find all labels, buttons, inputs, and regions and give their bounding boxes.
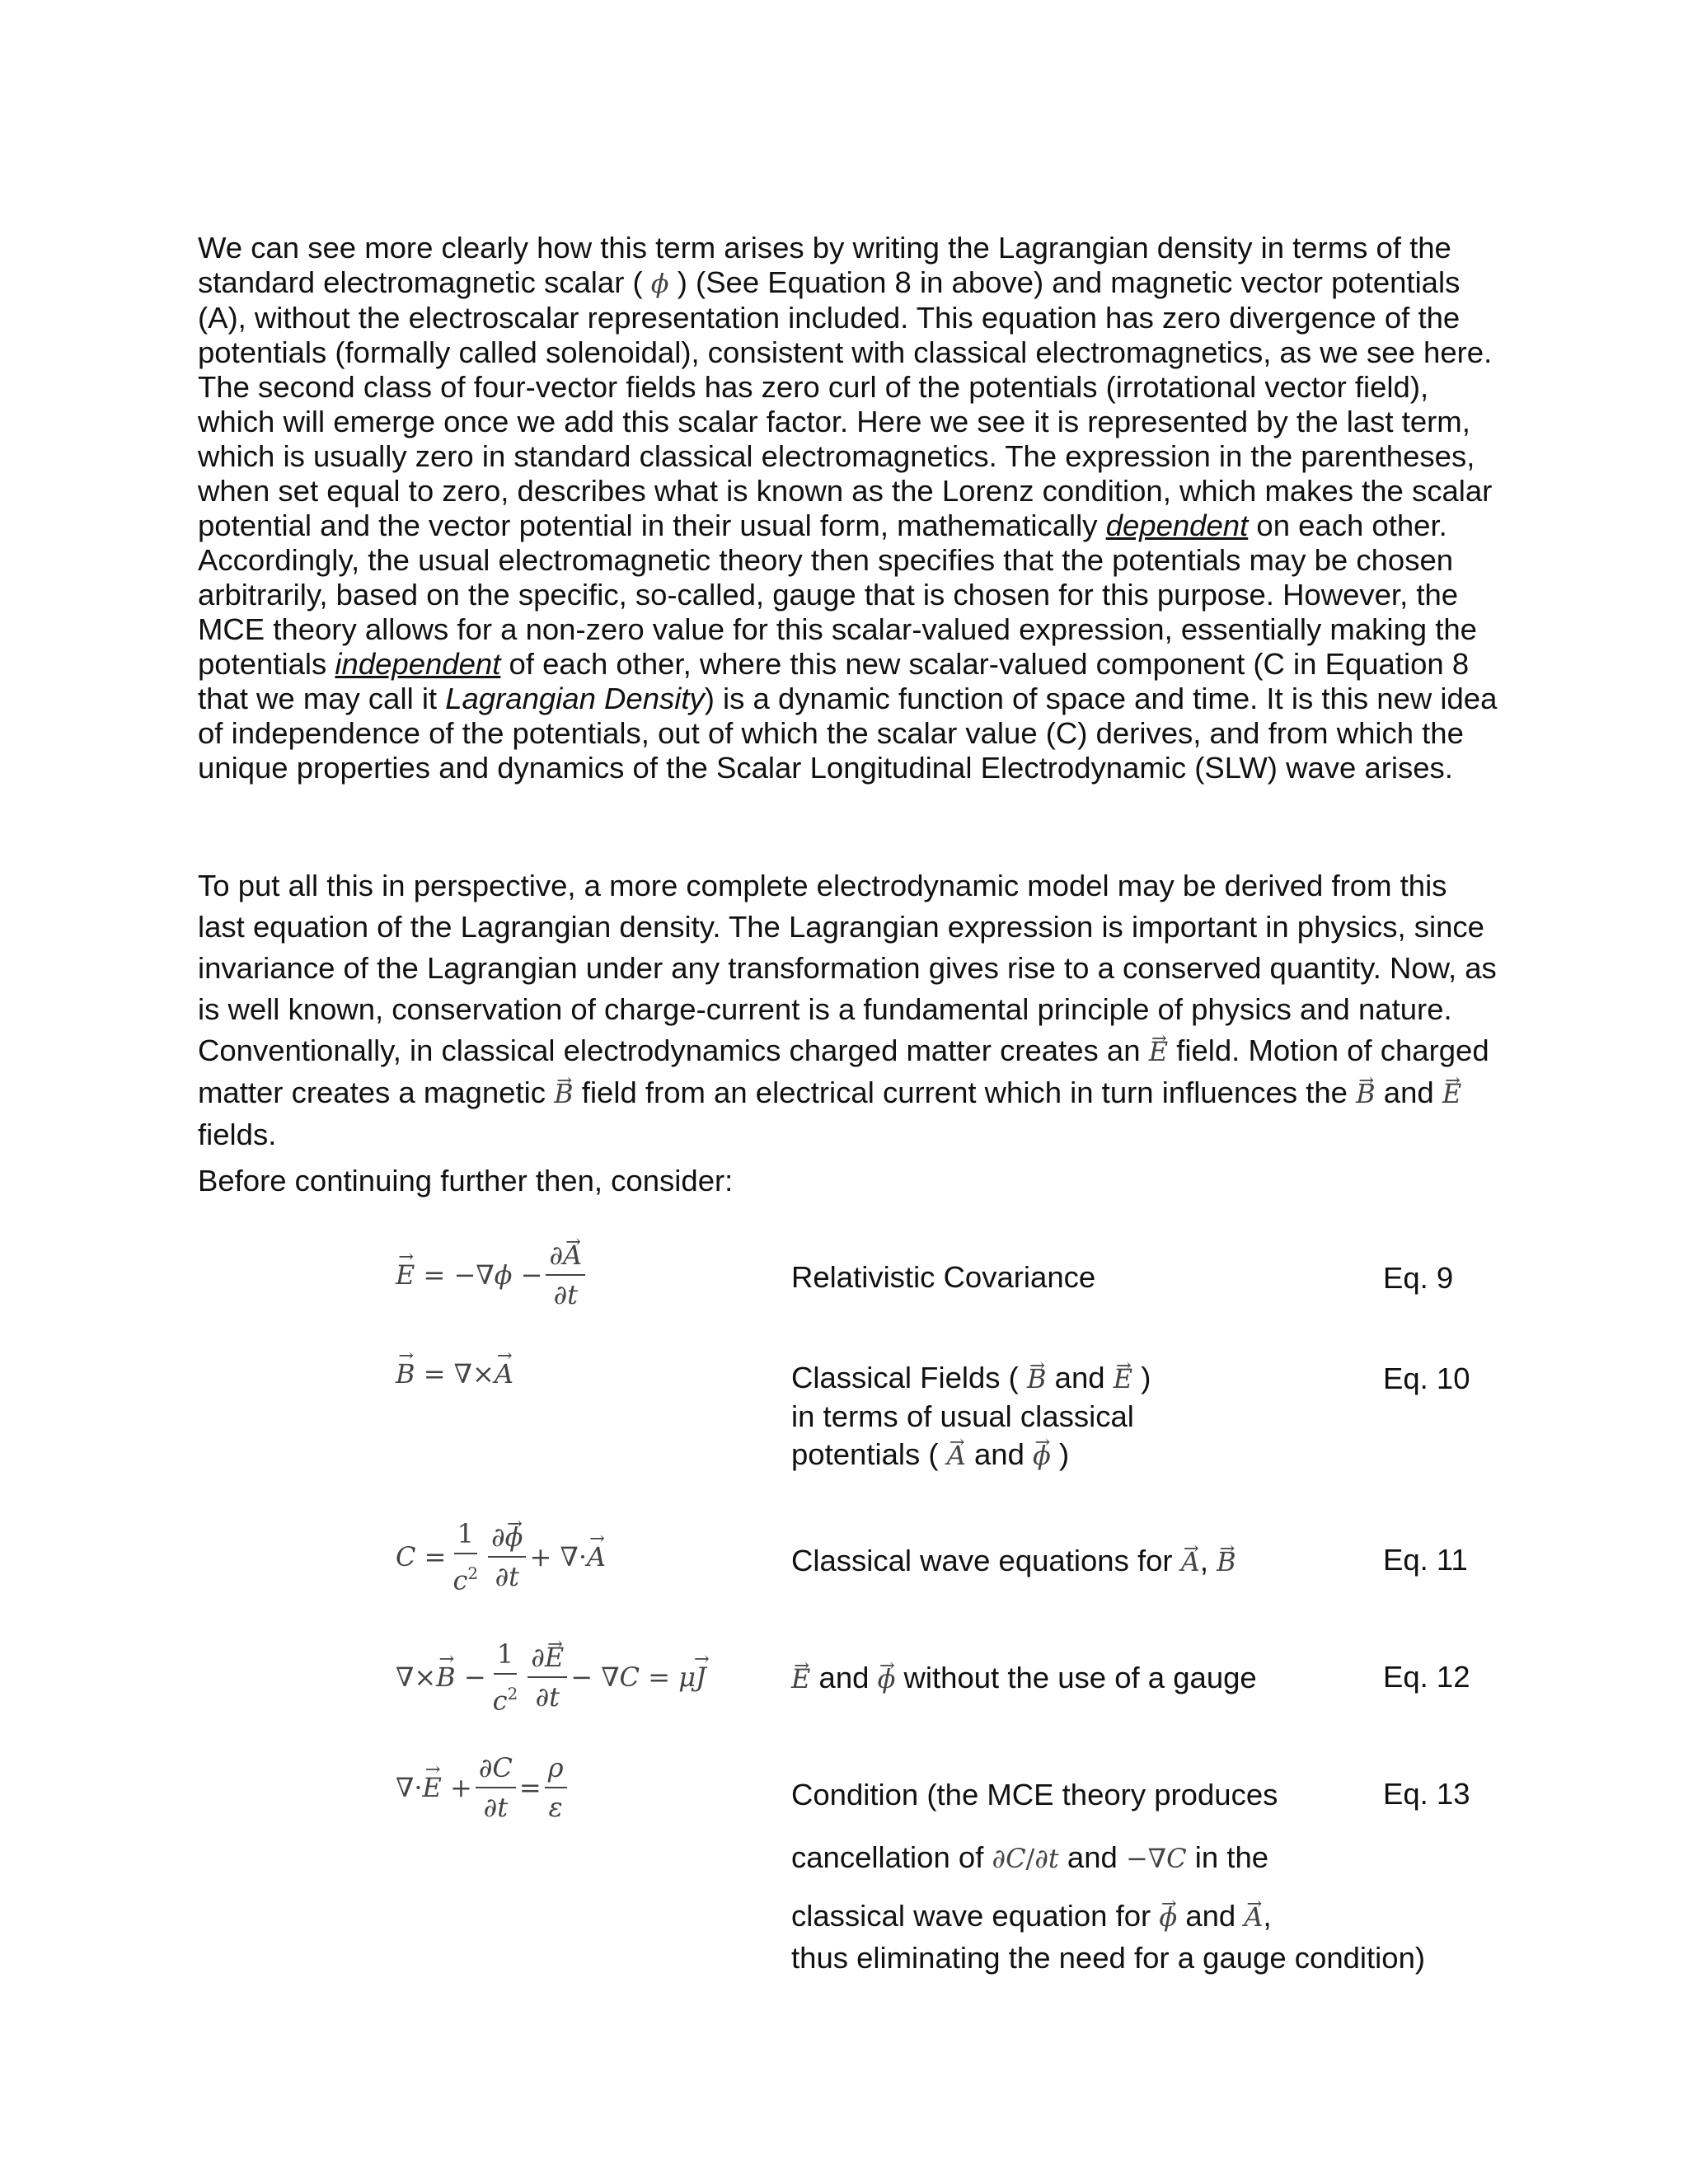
text-run: and [1054,1361,1105,1394]
text-run: Classical wave equations for [791,1544,1173,1577]
t-symbol: t [1048,1843,1059,1874]
text-run: on each other. Accordingly, the usual electromagnetic theory then specifies that the potentials may be chosen arbitrarily, based on the specific, so-called, gauge that is chosen for this purpose. However, the MCE theory allows for a non-zero value for this scalar-valued expression, essentially making the potentials [198,509,1477,681]
equation-10-description [791,1357,1467,1477]
text-run: Relativistic Covariance [791,1260,1096,1294]
vector-e-symbol: → E [1114,1357,1132,1400]
phi-symbol: ϕ [494,1259,513,1291]
text-run: Classical Fields ( [791,1361,1019,1394]
fraction: $\frac{\rho}{\varepsilon}$ [545,1749,567,1826]
t-symbol: t [567,1279,578,1310]
text-run: field from an electrical current which in turn influences the [581,1076,1348,1109]
partial-symbol: ∂ [495,1561,509,1593]
partial-symbol: ∂ [549,1240,564,1271]
fraction [488,1518,526,1596]
vector-phi-symbol: → ϕ [1033,1434,1051,1477]
vector-phi-symbol: → ϕ [1159,1892,1177,1942]
text-run: and [818,1661,870,1694]
text-run: field. Motion of charged matter creates a magnetic [198,1033,1489,1109]
vector-a-symbol: → A [1244,1892,1263,1942]
text-run: in terms of usual classical [791,1399,1134,1433]
text-run: , [1199,1544,1208,1577]
equation-10-formula: → B = ∇× → A [396,1358,513,1390]
vector-e-symbol: → E [1442,1073,1461,1114]
text-run: of each other, where this new scalar-valued component (C in Equation 8 that we may call it [198,647,1470,715]
fraction: $\frac{1}{c^2}$ [449,1515,481,1599]
text-run: and [1067,1840,1118,1874]
text-run: To put all this in perspective, a more complete electrodynamic model may be derived from this last equation of the Lagrangian density. The Lagrangian expression is important in physics, since invariance of the Lagrangian under any transformation gives rise to a conserved quantity. Now, as is well known, conservation of charge-current is a fundamental principle of physics and nature. Conventionally, in classical electrodynamics charged matter creates an [198,869,1497,1067]
partial-symbol: ∂ [535,1681,550,1713]
text-run: thus eliminating the need for a gauge condition) [791,1941,1426,1975]
equation-9-formula: → E = −∇ ϕ − $\frac{\partial\to A}{\partial t}$ [396,1236,588,1314]
equation-12-number: Eq. 12 [1383,1660,1470,1694]
t-symbol: t [509,1561,519,1593]
vector-e-symbol: → E [396,1259,415,1291]
vector-a-symbol: → A [947,1434,966,1477]
text-run: and [1383,1076,1434,1109]
equation-13-formula: ∇· → E + $\frac{\partial C}{\partial t}$ = $\frac{\rho}{\varepsilon}$ [396,1749,570,1826]
text-run: ) is a dynamic function of space and time. It is this new idea of independence of the potentials, out of which the scalar value (C) derives, and from which the unique properties and dynamics of the Scalar Longitudinal Electrodynamic (SLW) wave arises. [198,682,1498,785]
text-run: without the use of a gauge [903,1661,1257,1694]
vector-e-symbol: → E [1149,1031,1168,1072]
vector-a-symbol: → A [1181,1540,1200,1583]
fraction: $\frac{1}{c^2}$ [490,1635,522,1719]
fraction [528,1638,567,1716]
equation-11-formula: C = $\frac{1}{c^2}$ $\frac{\partial\to \phi}{\partial t}$ + ∇· → A [396,1515,606,1599]
paragraph-perspective [198,865,1500,1155]
text-run: ) [1059,1437,1070,1471]
c-symbol: C [1006,1843,1026,1874]
vector-phi-symbol: → ϕ [505,1518,523,1556]
vector-b-symbol: → B [436,1661,456,1693]
phi-symbol: ϕ [650,268,669,299]
partial-symbol: ∂ [491,1521,505,1554]
text-run: in the [1194,1840,1269,1874]
partial-symbol: ∂ [531,1642,545,1674]
equation-11-number: Eq. 11 [1383,1543,1468,1577]
emphasis-lagrangian-density: Lagrangian Density [445,682,705,715]
partial-symbol: ∂ [1034,1843,1048,1874]
equation-13-description: Condition (the MCE theory produces cancellation of ∂C/∂t and −∇C in the classical wave equation for → ϕ and → A, thus eliminating the need for a gauge condition) [791,1770,1467,1975]
vector-j-symbol: → J [696,1661,706,1693]
vector-e-symbol: → E [545,1638,564,1676]
text-run: , [1263,1899,1272,1933]
text-run: fields. [198,1118,277,1151]
fraction [546,1236,585,1314]
equation-12-description [791,1657,1467,1700]
text-run: cancellation of [791,1840,984,1874]
text-run: Condition (the MCE theory produces [791,1778,1278,1811]
text-run: potentials ( [791,1437,939,1471]
paragraph-lagrangian-density [198,231,1500,785]
c-symbol: C [396,1541,416,1573]
partial-symbol: ∂ [553,1279,568,1310]
vector-b-symbol: → B [1217,1540,1236,1583]
text-run: We can see more clearly how this term arises by writing the Lagrangian density in terms of the standard electromagnetic scalar ( [198,231,1451,299]
fraction [476,1749,516,1826]
vector-b-symbol: → B [396,1358,415,1390]
equation-12-formula: ∇× → B − $\frac{1}{c^2}$ $\frac{\partial\to E}{\partial t}$ − ∇ C = μ → J [396,1635,706,1719]
partial-symbol: ∂ [478,1752,493,1783]
c-symbol: C [492,1752,513,1783]
text-run: and [1185,1899,1236,1933]
vector-a-symbol: → A [495,1358,513,1390]
vector-a-symbol: → A [587,1541,606,1572]
text-run: ) [1141,1361,1151,1394]
vector-e-symbol: → E [791,1657,810,1700]
text-run: classical wave equation for [791,1899,1151,1933]
emphasis-independent: independent [335,647,501,681]
vector-b-symbol: → B [1356,1073,1376,1114]
text-run: and [973,1437,1025,1471]
equation-11-description [791,1540,1467,1583]
vector-phi-symbol: → ϕ [878,1657,896,1700]
vector-b-symbol: → B [1027,1357,1047,1400]
c-symbol: C [619,1661,640,1694]
emphasis-dependent: dependent [1105,509,1249,542]
equation-13-number: Eq. 13 [1383,1777,1470,1811]
vector-b-symbol: → B [554,1073,574,1114]
paragraph-consider: Before continuing further then, consider: [198,1164,734,1197]
vector-e-symbol: → E [423,1772,442,1803]
t-symbol: t [549,1681,560,1713]
equation-10-number: Eq. 10 [1383,1361,1470,1395]
t-symbol: t [497,1792,509,1823]
c-symbol: C [1166,1843,1187,1874]
partial-symbol: ∂ [992,1843,1006,1874]
vector-a-symbol: → A [563,1236,582,1274]
equation-9-number: Eq. 9 [1383,1261,1454,1295]
partial-symbol: ∂ [483,1792,498,1823]
text-run: ) (See Equation 8 in above) and magnetic vector potentials (A), without the electroscalar representation included. This equation has zero divergence of the potentials (formally called solenoidal), consistent with classical electromagnetics, as we see here. The second class of four-vector fields has zero curl of the potentials (irrotational vector field), which will emerge once we add this scalar factor. Here we see it is represented by the last term, which is usually zero in standard classical electromagnetics. The expression in the parentheses, when set equal to zero, describes what is known as the Lorenz condition, which makes the scalar potential and the vector potential in their usual form, mathematically [198,265,1493,542]
equation-9-description [791,1256,1467,1299]
